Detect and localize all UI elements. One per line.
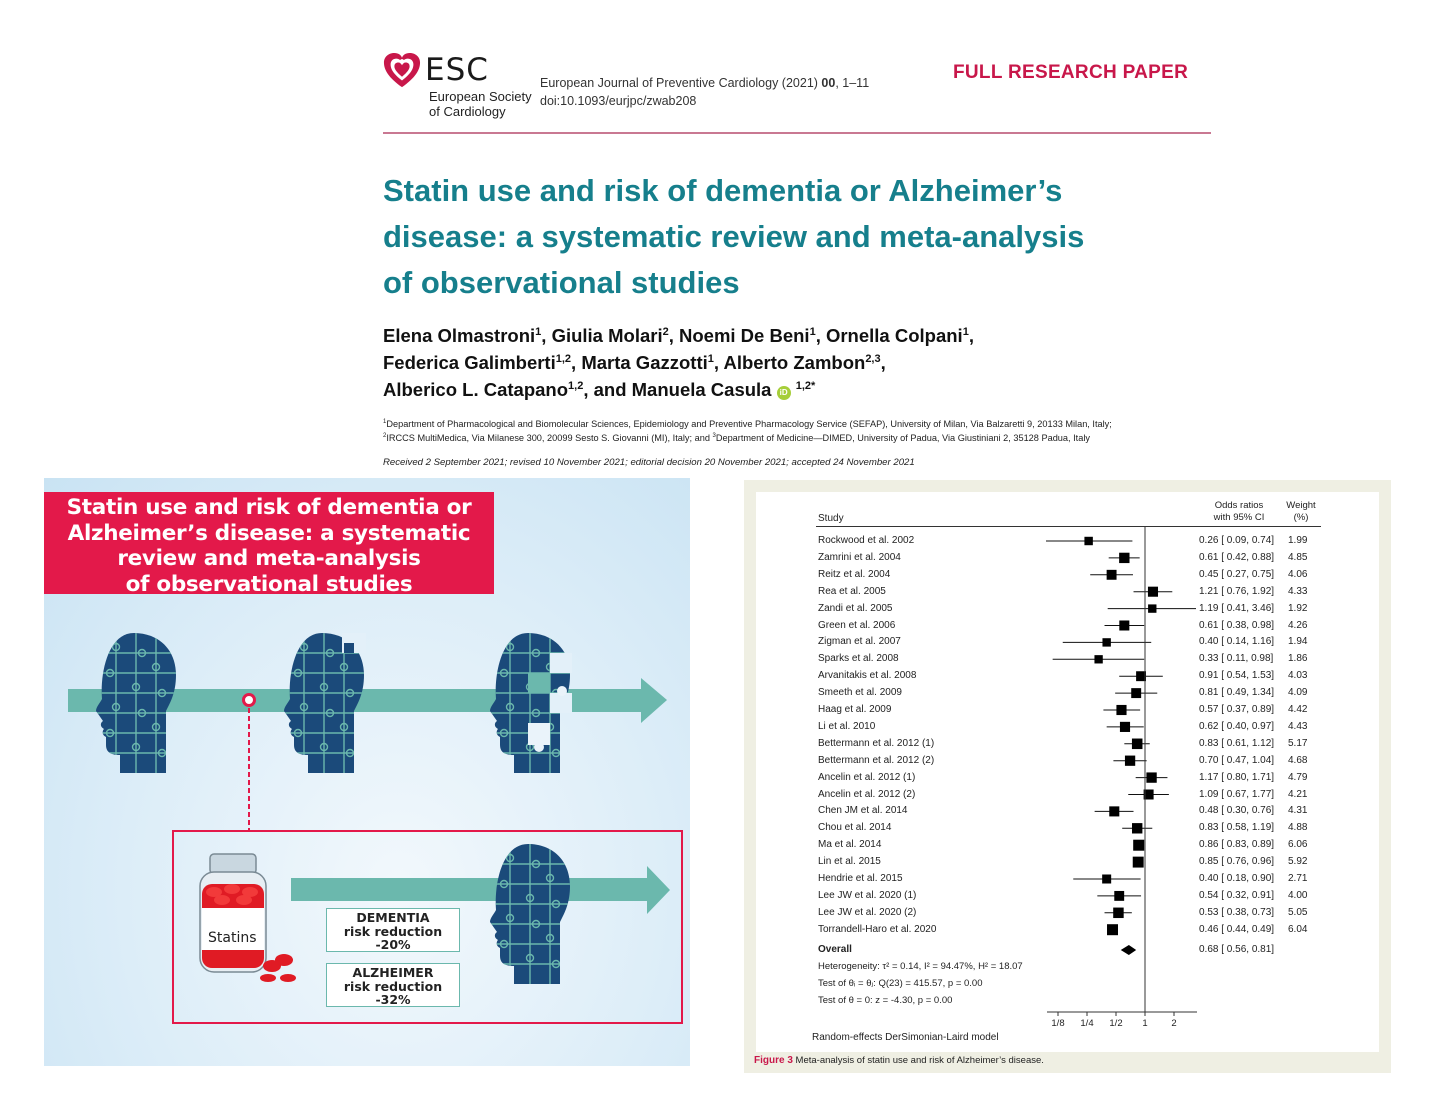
x-tick-label: 1	[1142, 1018, 1148, 1029]
title-line: of observational studies	[383, 265, 740, 300]
study-odds-ratio: 0.61 [ 0.38, 0.98]	[1199, 619, 1275, 631]
separator: ,	[583, 379, 594, 400]
study-name: Bettermann et al. 2012 (2)	[818, 754, 935, 766]
header-line: (%)	[1293, 512, 1309, 523]
esc-logo-subtitle	[429, 89, 532, 119]
study-name: Ma et al. 2014	[818, 839, 882, 851]
study-name: Li et al. 2010	[818, 720, 876, 732]
risk-condition: ALZHEIMER	[352, 965, 434, 980]
model-note: Random-effects DerSimonian-Laird model	[812, 1032, 999, 1043]
study-weight: 4.31	[1288, 805, 1308, 817]
risk-label: risk reduction	[343, 978, 443, 994]
orcid-icon[interactable]: iD	[777, 386, 791, 400]
study-odds-ratio: 0.33 [ 0.11, 0.98]	[1199, 653, 1274, 665]
affiliations	[383, 417, 1213, 445]
study-name: Haag et al. 2009	[818, 704, 892, 715]
study-name: Arvanitakis et al. 2008	[818, 670, 917, 682]
study-odds-ratio: 0.48 [ 0.30, 0.76]	[1199, 805, 1275, 817]
study-name: Lin et al. 2015	[818, 856, 881, 868]
affiliation-text: IRCCS MultiMedica, Via Milanese 300, 20099 Sesto S. Giovanni (MI), Italy; and	[386, 433, 713, 443]
study-weight: 1.94	[1288, 636, 1308, 648]
study-odds-ratio: 0.46 [ 0.44, 0.49]	[1199, 923, 1275, 935]
author-name[interactable]: Alberto Zambon	[723, 352, 866, 373]
study-weight: 4.00	[1288, 889, 1308, 901]
graphical-abstract	[44, 478, 690, 1066]
study-odds-ratio: 1.17 [ 0.80, 1.71]	[1199, 771, 1275, 783]
author-affiliation: 1	[535, 326, 542, 338]
bottle-label: Statins	[208, 930, 257, 946]
study-odds-ratio: 0.91 [ 0.54, 1.53]	[1199, 670, 1275, 682]
study-name: Rockwood et al. 2002	[818, 535, 915, 546]
figure-label: Figure 3	[754, 1055, 793, 1066]
journal-citation	[540, 74, 869, 110]
alzheimer-risk-box	[326, 963, 460, 1007]
author-name[interactable]: Elena Olmastroni	[383, 325, 536, 346]
affiliation-number: 2	[383, 433, 387, 439]
study-name: Sparks et al. 2008	[818, 653, 899, 665]
author-affiliation: 1	[809, 326, 816, 338]
study-odds-ratio: 0.45 [ 0.27, 0.75]	[1199, 568, 1275, 580]
study-name: Zandi et al. 2005	[818, 602, 893, 614]
affiliation-number: 1	[383, 419, 387, 425]
author-name[interactable]: Federica Galimberti	[383, 352, 556, 373]
timeline-marker-icon	[244, 695, 255, 706]
risk-value: -20%	[375, 937, 411, 952]
head-fragmented-icon	[490, 633, 572, 773]
risk-value: -32%	[375, 992, 411, 1007]
received-dates: Received 2 September 2021; revised 10 November 2021; editorial decision 20 November 2021; accepted 24 November 2021	[383, 457, 915, 468]
study-odds-ratio: 0.40 [ 0.14, 1.16]	[1199, 636, 1275, 648]
overall-label: Overall	[818, 944, 852, 955]
logo-line-2: of Cardiology	[429, 104, 506, 119]
study-name: Chou et al. 2014	[818, 822, 892, 834]
study-weight: 1.99	[1288, 535, 1308, 546]
study-name: Ancelin et al. 2012 (2)	[818, 788, 916, 800]
separator: ,	[668, 325, 679, 346]
header-line: with 95% CI	[1213, 512, 1265, 523]
doi-link[interactable]: doi:10.1093/eurjpc/zwab208	[540, 94, 697, 108]
separator: ,	[541, 325, 552, 346]
study-name: Zigman et al. 2007	[818, 636, 901, 648]
head-intact-icon	[96, 633, 176, 773]
author-name[interactable]: Noemi De Beni	[679, 325, 810, 346]
study-weight: 5.05	[1288, 906, 1308, 918]
study-name: Zamrini et al. 2004	[818, 551, 901, 563]
study-weight: 4.68	[1288, 754, 1308, 766]
study-name: Bettermann et al. 2012 (1)	[818, 737, 935, 749]
study-odds-ratio: 0.85 [ 0.76, 0.96]	[1199, 856, 1275, 868]
author-affiliation: 1,2	[555, 353, 572, 365]
dementia-risk-box	[326, 908, 460, 952]
journal-name: European Journal of Preventive Cardiology (2021)	[540, 76, 822, 90]
author-affiliation: 2,3	[865, 353, 881, 365]
author-affiliation: 1,2	[568, 380, 584, 392]
study-weight: 4.43	[1288, 720, 1308, 732]
study-weight: 4.79	[1288, 771, 1308, 783]
study-weight: 4.26	[1288, 619, 1308, 631]
study-weight: 4.33	[1288, 585, 1308, 597]
author-name[interactable]: Alberico L. Catapano	[383, 379, 569, 400]
separator: ,	[968, 325, 974, 346]
banner-line: Alzheimer’s disease: a systematic	[67, 520, 471, 546]
study-name: Torrandell-Haro et al. 2020	[818, 923, 937, 935]
study-name: Ancelin et al. 2012 (1)	[818, 771, 916, 783]
overall-estimate: 0.68 [ 0.56, 0.81]	[1199, 944, 1275, 955]
author-name[interactable]: Ornella Colpani	[825, 325, 963, 346]
study-name: Green et al. 2006	[818, 619, 896, 631]
x-tick-label: 1/2	[1109, 1018, 1123, 1029]
separator: ,	[571, 352, 582, 373]
author-name[interactable]: and Manuela Casula	[593, 379, 772, 400]
author-name[interactable]: Giulia Molari	[551, 325, 663, 346]
x-tick-label: 1/8	[1051, 1018, 1065, 1029]
study-weight: 6.04	[1288, 923, 1308, 935]
study-weight: 4.06	[1288, 568, 1308, 580]
figure-caption	[754, 1055, 1044, 1066]
heterogeneity-stat: Heterogeneity: τ² = 0.14, I² = 94.47%, H² = 18.07	[818, 961, 1023, 972]
study-weight: 4.09	[1288, 687, 1308, 699]
study-odds-ratio: 0.54 [ 0.32, 0.91]	[1199, 889, 1275, 901]
study-name: Rea et al. 2005	[818, 585, 886, 597]
study-name: Lee JW et al. 2020 (2)	[818, 906, 917, 918]
article-type-label: FULL RESEARCH PAPER	[953, 62, 1189, 83]
journal-volume: 00	[821, 76, 836, 90]
study-name: Hendrie et al. 2015	[818, 873, 903, 884]
study-name: Lee JW et al. 2020 (1)	[818, 889, 917, 901]
study-weight: 4.88	[1288, 822, 1308, 834]
author-name[interactable]: Marta Gazzotti	[581, 352, 708, 373]
study-odds-ratio: 0.57 [ 0.37, 0.89]	[1199, 704, 1275, 715]
study-odds-ratio: 1.19 [ 0.41, 3.46]	[1199, 602, 1275, 614]
study-name: Chen JM et al. 2014	[818, 805, 908, 817]
logo-line-1: European Society	[429, 89, 532, 104]
q-test-stat: Test of θᵢ = θⱼ: Q(23) = 415.57, p = 0.00	[818, 978, 983, 989]
study-odds-ratio: 0.83 [ 0.58, 1.19]	[1199, 822, 1275, 834]
banner-line: Statin use and risk of dementia or	[66, 495, 472, 520]
author-affiliation: 1	[707, 353, 714, 365]
risk-condition: DEMENTIA	[356, 910, 430, 925]
study-weight: 5.92	[1288, 856, 1308, 868]
head-partial-loss-icon	[284, 633, 366, 773]
esc-heart-logo-icon	[383, 52, 421, 90]
author-list	[383, 322, 1213, 403]
study-weight: 4.03	[1288, 670, 1308, 682]
study-weight: 2.71	[1288, 873, 1308, 884]
x-tick-label: 2	[1171, 1018, 1177, 1029]
separator: ,	[815, 325, 826, 346]
study-weight: 1.92	[1288, 602, 1308, 614]
study-odds-ratio: 0.70 [ 0.47, 1.04]	[1199, 754, 1275, 766]
header-line: Weight	[1286, 500, 1316, 511]
title-line: Statin use and risk of dementia or Alzheimer’s	[383, 173, 1063, 208]
column-header-study: Study	[818, 513, 844, 524]
x-tick-label: 1/4	[1080, 1018, 1094, 1029]
study-odds-ratio: 0.61 [ 0.42, 0.88]	[1199, 551, 1275, 563]
affiliation-text: Department of Medicine—DIMED, University of Padua, Via Giustiniani 2, 35128 Padua, Italy	[715, 433, 1090, 443]
corresponding-author-mark: *	[811, 380, 816, 392]
esc-logo-text: ESC	[425, 52, 489, 88]
title-line: disease: a systematic review and meta-analysis	[383, 219, 1085, 254]
banner-line: of observational studies	[125, 571, 413, 597]
study-odds-ratio: 0.86 [ 0.83, 0.89]	[1199, 839, 1275, 851]
study-weight: 6.06	[1288, 839, 1308, 851]
study-weight: 4.85	[1288, 551, 1308, 563]
study-odds-ratio: 0.83 [ 0.61, 1.12]	[1199, 737, 1275, 749]
study-odds-ratio: 0.53 [ 0.38, 0.73]	[1199, 906, 1275, 918]
study-odds-ratio: 0.40 [ 0.18, 0.90]	[1199, 873, 1275, 884]
study-weight: 4.21	[1288, 788, 1308, 800]
study-odds-ratio: 1.21 [ 0.76, 1.92]	[1199, 585, 1275, 597]
study-odds-ratio: 0.62 [ 0.40, 0.97]	[1199, 720, 1275, 732]
affiliation-text: Department of Pharmacological and Biomolecular Sciences, Epidemiology and Preventive Pharmacology Service (SEFAP), University of Milan, Via Balzaretti 9, 20133 Milan, Italy;	[386, 419, 1112, 429]
separator: ,	[880, 352, 886, 373]
study-name: Smeeth et al. 2009	[818, 687, 902, 699]
author-affiliation: 1	[962, 326, 969, 338]
study-odds-ratio: 0.81 [ 0.49, 1.34]	[1199, 687, 1275, 699]
affiliation-number: 3	[712, 433, 716, 439]
header-line: Odds ratios	[1214, 500, 1264, 511]
study-name: Reitz et al. 2004	[818, 568, 891, 580]
header-divider	[383, 132, 1211, 134]
author-affiliation: 1,2	[795, 380, 812, 392]
study-odds-ratio: 0.26 [ 0.09, 0.74]	[1199, 535, 1275, 546]
study-weight: 5.17	[1288, 737, 1308, 749]
banner-line: review and meta-analysis	[117, 546, 421, 571]
forest-plot-panel	[756, 492, 1379, 1052]
journal-pages: , 1–11	[835, 76, 870, 90]
study-weight: 4.42	[1288, 704, 1308, 715]
caption-text: Meta-analysis of statin use and risk of Alzheimer’s disease.	[792, 1055, 1044, 1066]
separator: ,	[713, 352, 724, 373]
author-affiliation: 2	[662, 326, 669, 338]
study-odds-ratio: 1.09 [ 0.67, 1.77]	[1199, 788, 1275, 800]
article-title	[383, 168, 1213, 306]
study-weight: 1.86	[1288, 653, 1308, 665]
timeline-arrow-head	[641, 678, 667, 723]
z-test-stat: Test of θ = 0: z = -4.30, p = 0.00	[818, 995, 953, 1006]
risk-label: risk reduction	[343, 923, 443, 939]
